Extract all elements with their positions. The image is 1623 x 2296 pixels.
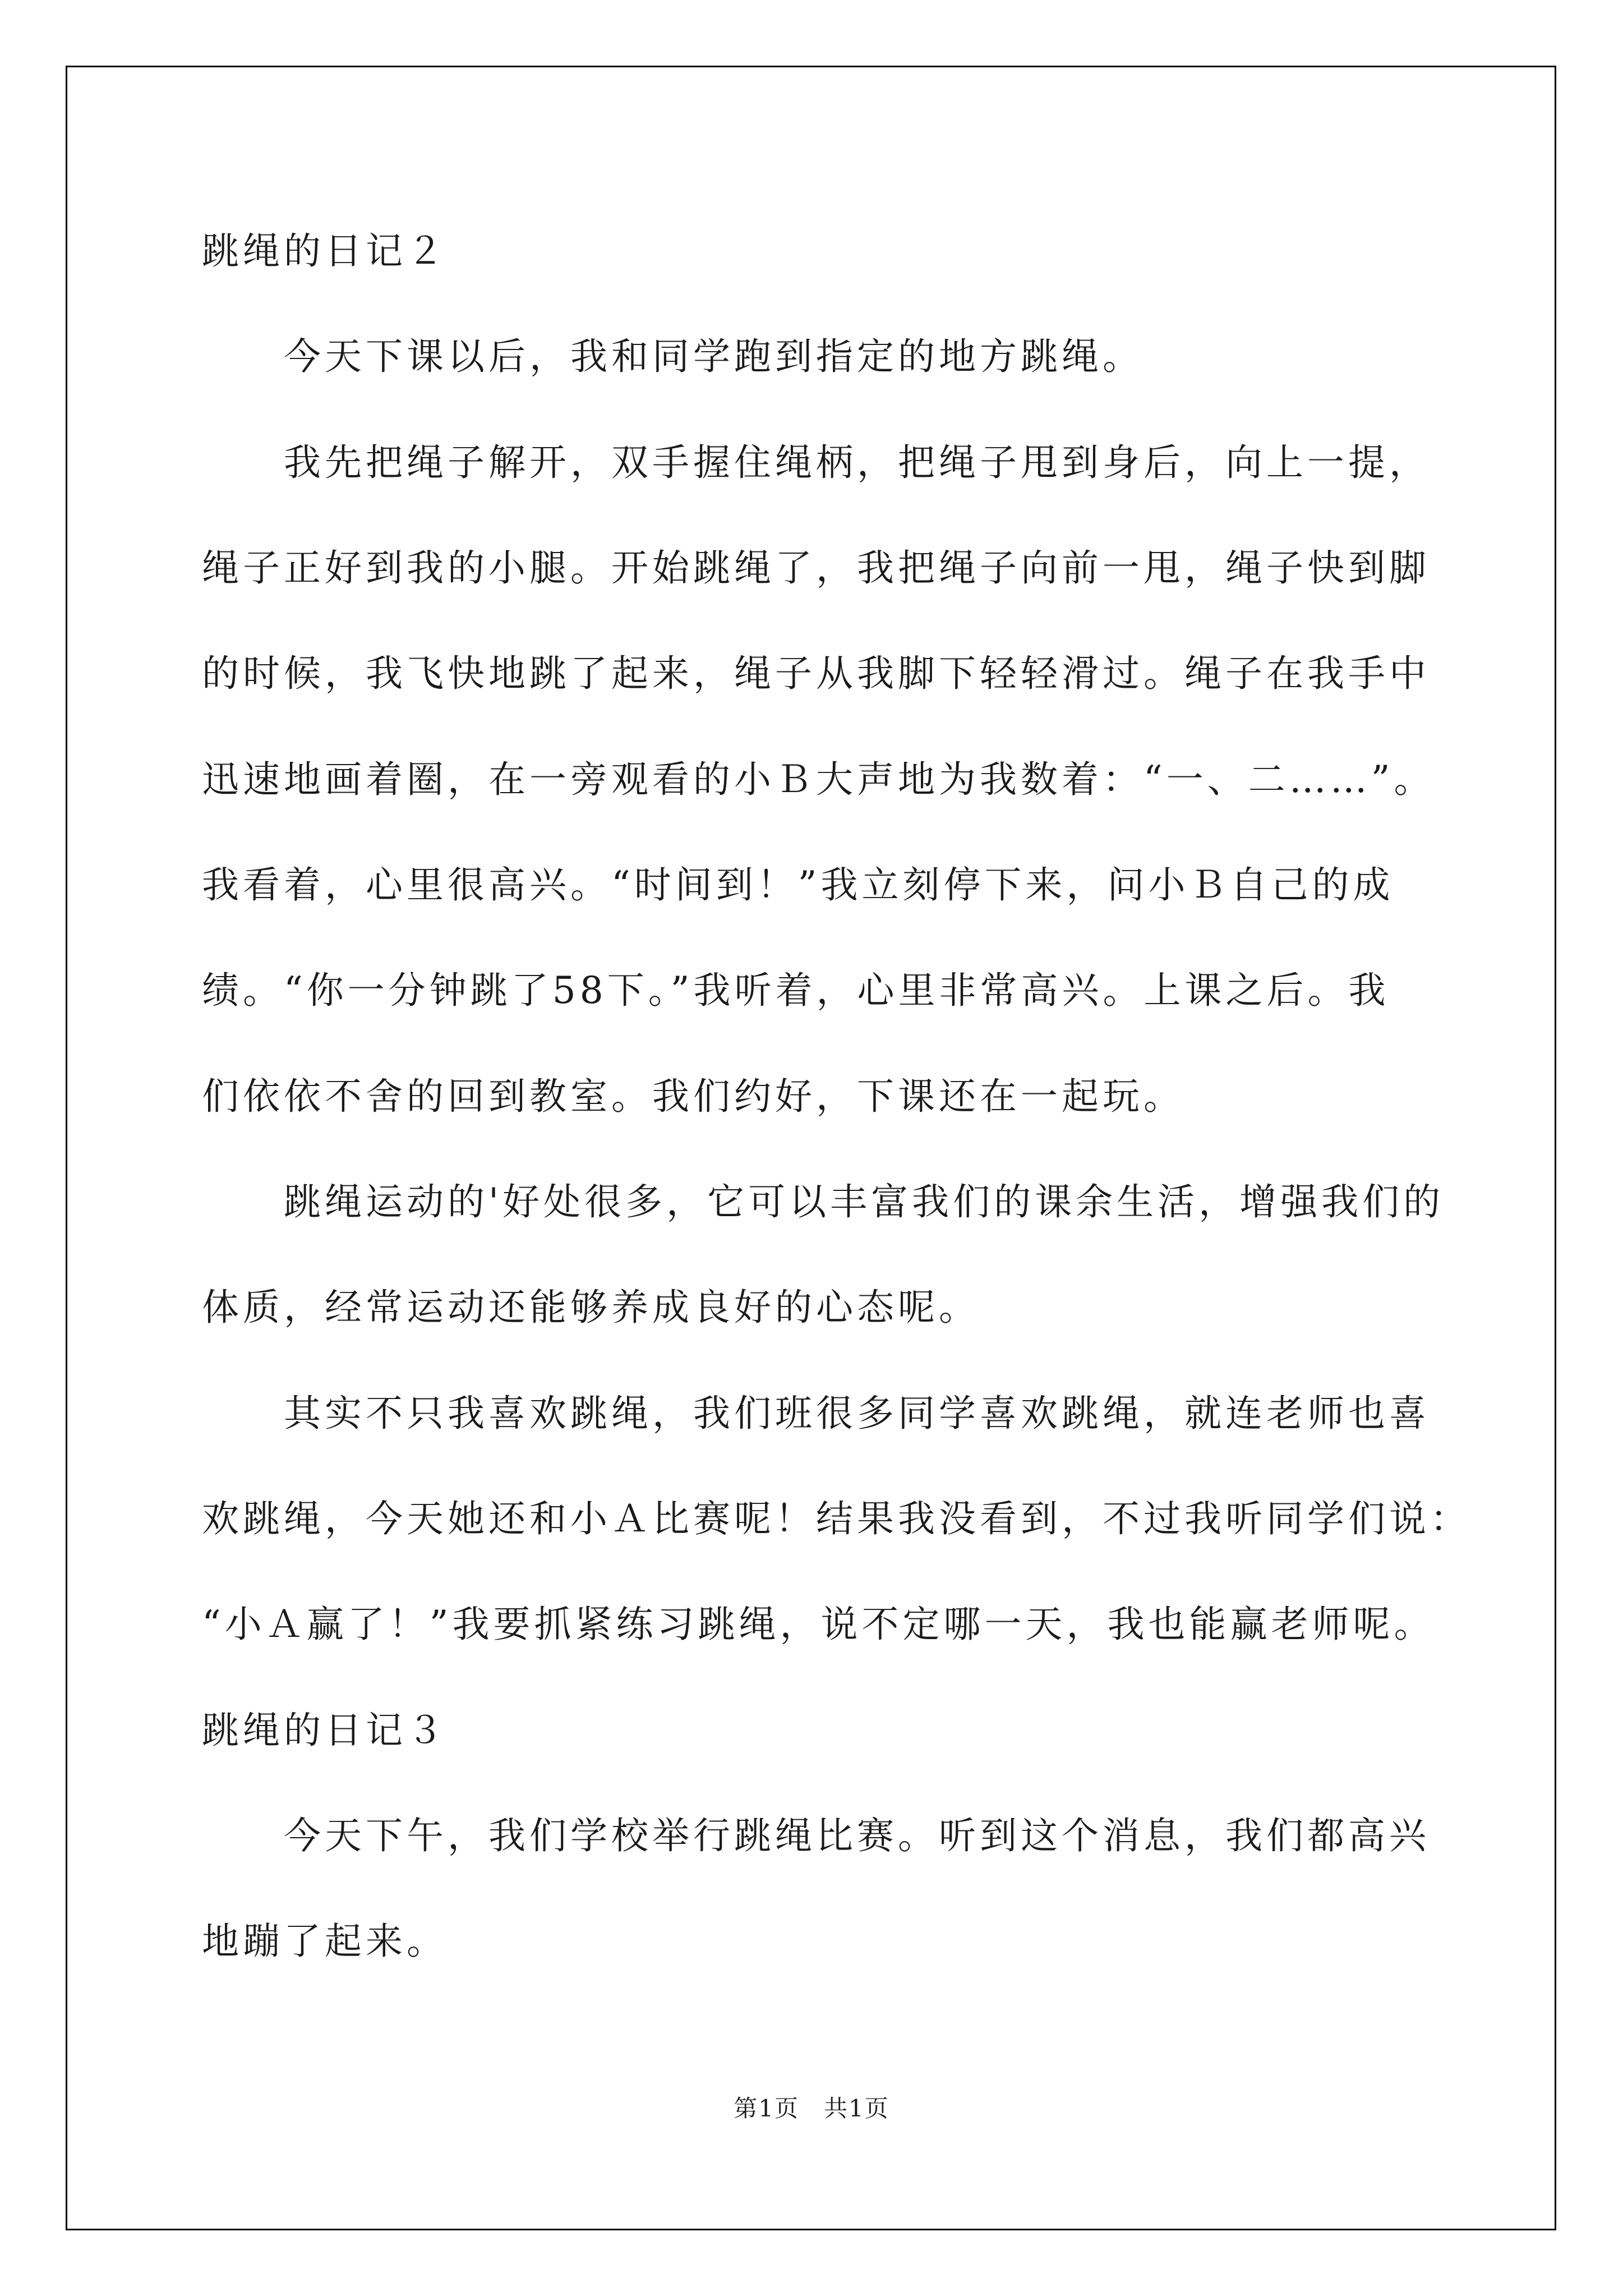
paragraph-line: 迅速地画着圈，在一旁观看的小Ｂ大声地为我数着：“一、二……”。 [202,758,1435,801]
paragraph-line: 我先把绳子解开，双手握住绳柄，把绳子甩到身后，向上一提， [202,441,1430,484]
paragraph-line: 今天下午，我们学校举行跳绳比赛。听到这个消息，我们都高兴 [202,1814,1430,1857]
paragraph-line: 的时候，我飞快地跳了起来，绳子从我脚下轻轻滑过。绳子在我手中 [202,652,1430,695]
paragraph-line: 地蹦了起来。 [202,1920,448,1963]
paragraph-line: 体质，经常运动还能够养成良好的心态呢。 [202,1286,980,1329]
heading-diary-2: 跳绳的日记２ [202,229,448,273]
heading-diary-3: 跳绳的日记３ [202,1709,448,1752]
paragraph-line: 绳子正好到我的小腿。开始跳绳了，我把绳子向前一甩，绳子快到脚 [202,546,1430,590]
page-number-footer: 第1页 共1页 [734,2095,889,2122]
paragraph-line: “小Ａ赢了！”我要抓紧练习跳绳，说不定哪一天，我也能赢老师呢。 [202,1603,1435,1646]
paragraph-line: 绩。“你一分钟跳了58下。”我听着，心里非常高兴。上课之后。我 [202,969,1390,1012]
paragraph-line: 跳绳运动的'好处很多，它可以丰富我们的课余生活，增强我们的 [202,1180,1445,1223]
paragraph-line: 们依依不舍的回到教室。我们约好，下课还在一起玩。 [202,1075,1184,1118]
page-border [66,66,1556,2230]
paragraph-line: 其实不只我喜欢跳绳，我们班很多同学喜欢跳绳，就连老师也喜 [202,1392,1430,1435]
paragraph-line: 欢跳绳，今天她还和小Ａ比赛呢！结果我没看到，不过我听同学们说： [202,1497,1471,1540]
paragraph-line: 今天下课以后，我和同学跑到指定的地方跳绳。 [202,335,1144,378]
paragraph-line: 我看着，心里很高兴。“时间到！”我立刻停下来，问小Ｂ自己的成 [202,863,1394,907]
